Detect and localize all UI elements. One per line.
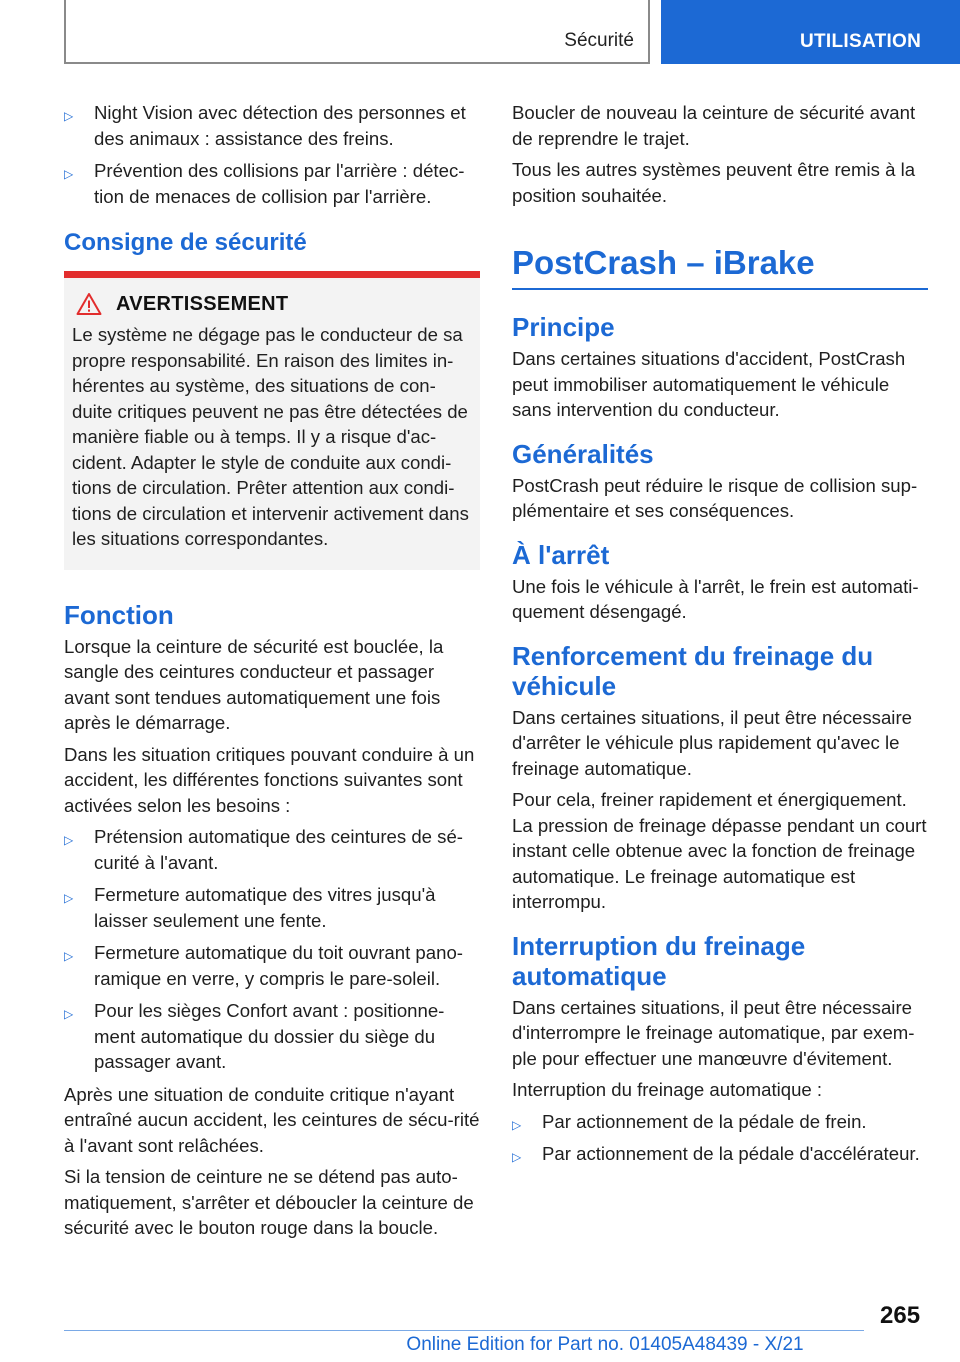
list-item: ▷ Pour les sièges Confort avant : positionne-ment automatique du dossier du siège du passager avant. (64, 1000, 445, 1072)
warning-header (76, 292, 472, 316)
triangle-right-icon: ▷ (512, 1150, 522, 1164)
footer-edition-text: Online Edition for Part no. 01405A48439 - X/21 (406, 1334, 804, 1355)
list-item: ▷ Par actionnement de la pédale de frein. (512, 1109, 928, 1135)
renfort-paragraph-2: Pour cela, freiner rapidement et énergiquement. La pression de freinage dépasse pendant un court instant celle obtenue avec la fonction de freinage automatique. Le freinage automatique est interrompu. (512, 789, 927, 912)
warning-text: Le système ne dégage pas le conducteur de sa propre responsabilité. En raison des limites in-hérentes au système, des situations de con-duite critiques peuvent ne pas être détectées de manière fiable ou à temps. Il y a risque d'ac-cident. Adapter le style de conduite aux condi-tions de circulation. Prêter attention aux condi-tions de circulation et intervenir activement dans les situations correspondantes. (72, 324, 469, 549)
header-chapter-title: UTILISATION (800, 31, 922, 52)
triangle-right-icon: ▷ (512, 1117, 522, 1132)
header-section-title: Sécurité (564, 30, 634, 51)
generalites-text: PostCrash peut réduire le risque de collision sup-plémentaire et ses conséquences. (512, 474, 918, 521)
triangle-right-icon: ▷ (64, 167, 74, 181)
footer-edition (0, 1334, 960, 1356)
warning-box (64, 278, 480, 570)
right-column (512, 100, 928, 1174)
generalites-heading: Généralités (512, 438, 654, 469)
list-item: ▷ Fermeture automatique des vitres jusqu'à laisser seulement une fente. (64, 884, 436, 931)
header-section-box (64, 0, 650, 64)
triangle-right-icon: ▷ (64, 1007, 74, 1021)
function-heading: Fonction (64, 599, 174, 630)
list-item: ▷ Prétension automatique des ceintures de sé-curité à l'avant. (64, 826, 463, 873)
triangle-right-icon: ▷ (64, 109, 74, 123)
warning-rule (64, 271, 480, 278)
function-paragraph-3: Après une situation de conduite critique n'ayant entraîné aucun accident, les ceintures de sécu-rité à l'avant sont relâchées. (64, 1083, 480, 1156)
safety-heading: Consigne de sécurité (64, 229, 307, 256)
triangle-right-icon: ▷ (64, 949, 74, 963)
interrupt-bullet-list (512, 1109, 928, 1167)
warning-title: AVERTISSEMENT (116, 292, 289, 315)
triangle-right-icon: ▷ (64, 891, 74, 905)
function-paragraph-1: Lorsque la ceinture de sécurité est bouclée, la sangle des ceintures conducteur et passager avant sont tendues automatiquement une fois après le démarrage. (64, 635, 444, 733)
renfort-heading: Renforcement du freinage du véhicule (512, 640, 874, 701)
footer-divider (64, 1330, 864, 1331)
interrupt-paragraph-2: Interruption du freinage automatique : (512, 1079, 823, 1100)
header-chapter-tab[interactable] (661, 0, 960, 64)
interrupt-heading: Interruption du freinage automatique (512, 930, 806, 991)
list-item: ▷ Fermeture automatique du toit ouvrant pano-ramique en verre, y compris le pare-soleil. (64, 942, 463, 989)
left-column (64, 100, 480, 1247)
function-bullet-list (64, 824, 480, 1075)
right-paragraph-1: Boucler de nouveau la ceinture de sécurité avant de reprendre le trajet. (512, 102, 916, 149)
arret-heading: À l'arrêt (512, 539, 610, 570)
arret-text: Une fois le véhicule à l'arrêt, le frein est automati-quement désengagé. (512, 575, 919, 622)
list-item: ▷ Prévention des collisions par l'arrière : détec-tion de menaces de collision par l'arrière. (64, 160, 465, 207)
list-item: ▷ Night Vision avec détection des personnes et des animaux : assistance des freins. (64, 102, 466, 149)
warning-triangle-icon (76, 292, 102, 316)
interrupt-paragraph-1: Dans certaines situations, il peut être nécessaire d'interrompre le freinage automatique, par exem-ple pour effectuer une manœuvre d'évitement. (512, 996, 915, 1069)
right-paragraph-2: Tous les autres systèmes peuvent être remis à la position souhaitée. (512, 159, 916, 206)
page-number: 265 (880, 1302, 921, 1329)
principe-heading: Principe (512, 312, 615, 342)
main-heading: PostCrash – iBrake (512, 244, 928, 290)
list-item: ▷ Par actionnement de la pédale d'accélérateur. (512, 1141, 928, 1167)
renfort-paragraph-1: Dans certaines situations, il peut être nécessaire d'arrêter le véhicule plus rapidement qu'avec le freinage automatique. (512, 706, 912, 779)
top-bullet-list (64, 100, 480, 209)
principe-text: Dans certaines situations d'accident, PostCrash peut immobiliser automatiquement le véhicule sans intervention du conducteur. (512, 348, 906, 420)
function-paragraph-2: Dans les situation critiques pouvant conduire à un accident, les différentes fonctions suivantes sont activées selon les besoins : (64, 743, 475, 816)
function-paragraph-4: Si la tension de ceinture ne se détend pas auto-matiquement, s'arrêter et déboucler la ceinture de sécurité avec le bouton rouge dans la boucle. (64, 1166, 474, 1238)
triangle-right-icon: ▷ (64, 833, 74, 847)
